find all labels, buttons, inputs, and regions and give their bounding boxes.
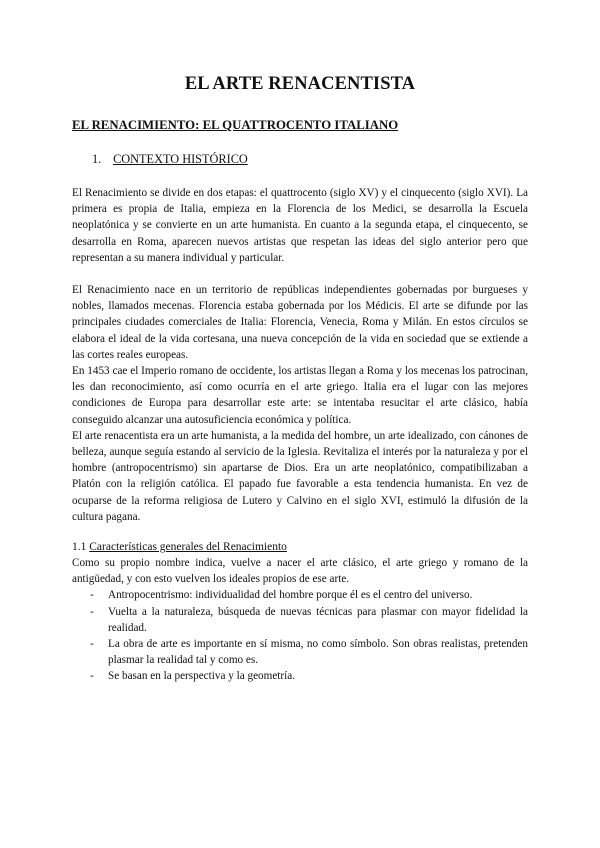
list-item-text: La obra de arte es importante en sí misma, no como símbolo. Son obras realistas, pretenden plasmar la realidad tal y como es. bbox=[108, 638, 528, 667]
list-item-text: Se basan en la perspectiva y la geometría. bbox=[108, 670, 296, 683]
list-item bbox=[72, 587, 528, 603]
section-heading: EL RENACIMIENTO: EL QUATTROCENTO ITALIANO bbox=[72, 118, 399, 132]
list-item bbox=[72, 636, 528, 668]
document-title: EL ARTE RENACENTISTA bbox=[184, 74, 416, 94]
list-item bbox=[72, 604, 528, 636]
page-content bbox=[72, 73, 528, 685]
bullet-dash: - bbox=[90, 638, 94, 651]
list-item bbox=[72, 668, 528, 684]
bullet-dash: - bbox=[90, 589, 94, 602]
paragraph-3: En 1453 cae el Imperio romano de occidente, los artistas llegan a Roma y los mecenas los patrocinan, les dan reconocimiento, así como ocurría en el arte griego. Italia era el lugar con las mejores condiciones de Europa para desarrollar este arte: se intentaba resucitar el arte clásico, había conseguido alcanzar una autosuficiencia económica y política. bbox=[72, 365, 528, 426]
paragraph-1: El Renacimiento se divide en dos etapas: el quattrocento (siglo XV) y el cinquecento (siglo XVI). La primera es propia de Italia, empieza en la Florencia de los Medici, se desarrolla la Escuela neoplatónica y se convierte en un arte humanista. En cuanto a la segunda etapa, el cinquecento, se desarrolla en Roma, aparecen nuevos artistas que respetan las ideas del siglo anterior pero que representan a su manera individual y particular. bbox=[72, 187, 528, 264]
list-item-text: Antropocentrismo: individualidad del hombre porque él es el centro del universo. bbox=[108, 589, 473, 602]
paragraph-2: El Renacimiento nace en un territorio de repúblicas independientes gobernadas por burgueses y nobles, llamados mecenas. Florencia estaba gobernada por los Médicis. El arte se difunde por las principales ciudades comerciales de Italia: Florencia, Venecia, Roma y Milán. En estos círculos se elabora el ideal de la vida cortesana, una nueva concepción de la vida en sociedad que se extiende a las cortes reales europeas. bbox=[72, 284, 528, 361]
subheading-1-1-number: 1.1 bbox=[72, 541, 87, 554]
bullet-dash: - bbox=[90, 670, 94, 683]
list-item-text: Vuelta a la naturaleza, búsqueda de nuevas técnicas para plasmar con mayor fidelidad la realidad. bbox=[108, 605, 528, 634]
subsection-heading bbox=[92, 151, 528, 167]
intro-1-1: Como su propio nombre indica, vuelve a nacer el arte clásico, el arte griego y romano de la antigüedad, y con esto vuelven los ideales propios de ese arte. bbox=[72, 557, 528, 586]
subheading-1-1-title: Características generales del Renacimiento bbox=[89, 541, 287, 554]
characteristics-list bbox=[72, 587, 528, 684]
subheading-1-1 bbox=[72, 539, 528, 555]
paragraph-4: El arte renacentista era un arte humanista, a la medida del hombre, un arte idealizado, con cánones de belleza, aunque seguía estando al servicio de la Iglesia. Revitaliza el interés por la naturaleza y por el hombre (antropocentrismo) sin apartarse de Dios. Era un arte neoplatónico, compatibilizaban a Platón con la religión católica. El papado fue favorable a esta tendencia humanista. En vez de ocuparse de la reforma religiosa de Lutero y Calvino en el siglo XVI, estimuló la difusión de la cultura pagana. bbox=[72, 429, 528, 523]
bullet-dash: - bbox=[90, 605, 94, 618]
subsection-number: 1. bbox=[92, 152, 102, 166]
subsection-title: CONTEXTO HISTÓRICO bbox=[113, 152, 248, 166]
